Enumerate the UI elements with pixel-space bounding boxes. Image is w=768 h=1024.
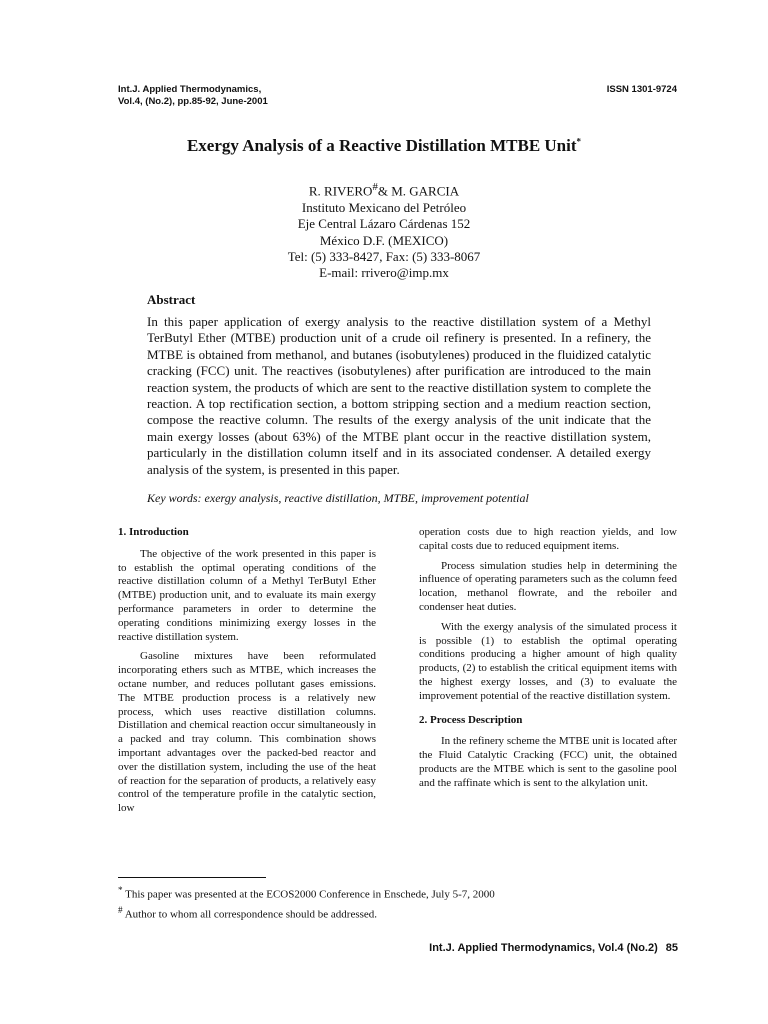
phone-fax: Tel: (5) 333-8427, Fax: (5) 333-8067 [287,248,481,264]
intro-paragraph-4: With the exergy analysis of the simulated process it is possible (1) to establish the optimal operating conditions producing a higher amount of high quality products, (2) to establish the critical equipment items with the highest exergy losses, and (3) to evaluate the improvement potential of the reactive distillation system. [419,620,677,702]
section-2-heading: 2. Process Description [419,713,523,726]
author-footnote-mark: # [372,181,378,193]
author-name-2: & M. GARCIA [377,183,460,199]
intro-paragraph-2: Gasoline mixtures have been reformulated incorporating ethers such as MTBE, which increases the octane number, and reduces pollutant gases emissions. The MTBE production process is a relatively new process, which uses reactive distillation columns. Distillation and chemical reaction occur simultaneously in a packed and tray column. This combination shows important advantages over the packed-bed reactor and over the distillation system, including the use of the heat of reaction for the separation of products, a relatively easy control of the temperature profile in the catalytic section, low [118,650,376,815]
right-column [419,526,677,797]
author-names [0,179,768,200]
footnote-2 [118,903,495,923]
footnote-1-mark: * [118,885,123,895]
intro-paragraph-1: The objective of the work presented in this paper is to establish the optimal operating conditions of the reactive distillation column of a Methyl TerButyl Ether (MTBE) production unit, and to evaluate its main exergy performance parameters in order to determine the operating conditions minimizing exergy losses in the reactive distillation system. [118,547,376,643]
intro-paragraph-3: Process simulation studies help in determining the influence of operating parameters such as the column feed location, methanol flowrate, and the reboiler and condenser heat duties. [419,559,677,613]
left-column [118,526,376,822]
keywords: Key words: exergy analysis, reactive distillation, MTBE, improvement potential [147,491,529,505]
author-block [0,179,768,282]
footnote-1 [118,883,495,903]
process-paragraph-1: In the refinery scheme the MTBE unit is located after the Fluid Catalytic Cracking (FCC) unit, the obtained products are the MTBE which is sent to the gasoline pool and the raffinate which is sent to the alkylation unit. [419,735,677,789]
footnote-2-text: Author to whom all correspondence should be addressed. [122,908,378,921]
issn: ISSN 1301-9724 [606,84,677,95]
journal-name: Int.J. Applied Thermodynamics, [118,84,262,95]
footer-journal: Int.J. Applied Thermodynamics, Vol.4 (No.2) [429,942,658,954]
address-line-1: Eje Central Lázaro Cárdenas 152 [297,216,471,232]
paper-title-text: Exergy Analysis of a Reactive Distillation MTBE Unit [186,136,577,155]
author-name-1: R. RIVERO [308,183,373,199]
affiliation: Instituto Mexicano del Petróleo [301,199,467,215]
page-number: 85 [665,942,678,954]
abstract-heading: Abstract [147,292,196,307]
section-1-heading: 1. Introduction [118,526,189,538]
footnotes [118,883,495,922]
abstract-text: In this paper application of exergy analysis to the reactive distillation system of a Methyl TerButyl Ether (MTBE) production unit of a crude oil refinery is presented. In a refinery, the MTBE is obtained from methanol, and butanes (isobutylenes) produced in the fluidized catalytic cracking (FCC) unit. The reactives (isobutylenes) after purification are introduced to the main reaction system, the products of which are sent to the reactive distillation system to complete the reaction. A top rectification section, a bottom stripping section and a medium reaction section, compose the reactive column. The results of the exergy analysis of the unit indicate that the main exergy losses (about 63%) of the MTBE plant occur in the reactive distillation system, particularly in the distillation column itself and in its associated condenser. A detailed exergy analysis of the system, is presented in this paper. [147,314,651,477]
footnote-rule [118,877,266,878]
page-footer [429,942,678,954]
journal-volume: Vol.4, (No.2), pp.85-92, June-2001 [118,95,268,107]
paper-title [0,136,768,156]
intro-paragraph-2-continued: operation costs due to high reaction yields, and low capital costs due to reduced equipment items. [419,526,677,552]
title-footnote-mark: * [576,136,582,147]
address-line-2: México D.F. (MEXICO) [319,232,449,248]
journal-citation [118,84,268,107]
footnote-2-mark: # [118,904,123,915]
email: E-mail: rrivero@imp.mx [319,265,449,281]
footnote-1-text: This paper was presented at the ECOS2000 Conference in Enschede, July 5-7, 2000 [122,888,495,901]
